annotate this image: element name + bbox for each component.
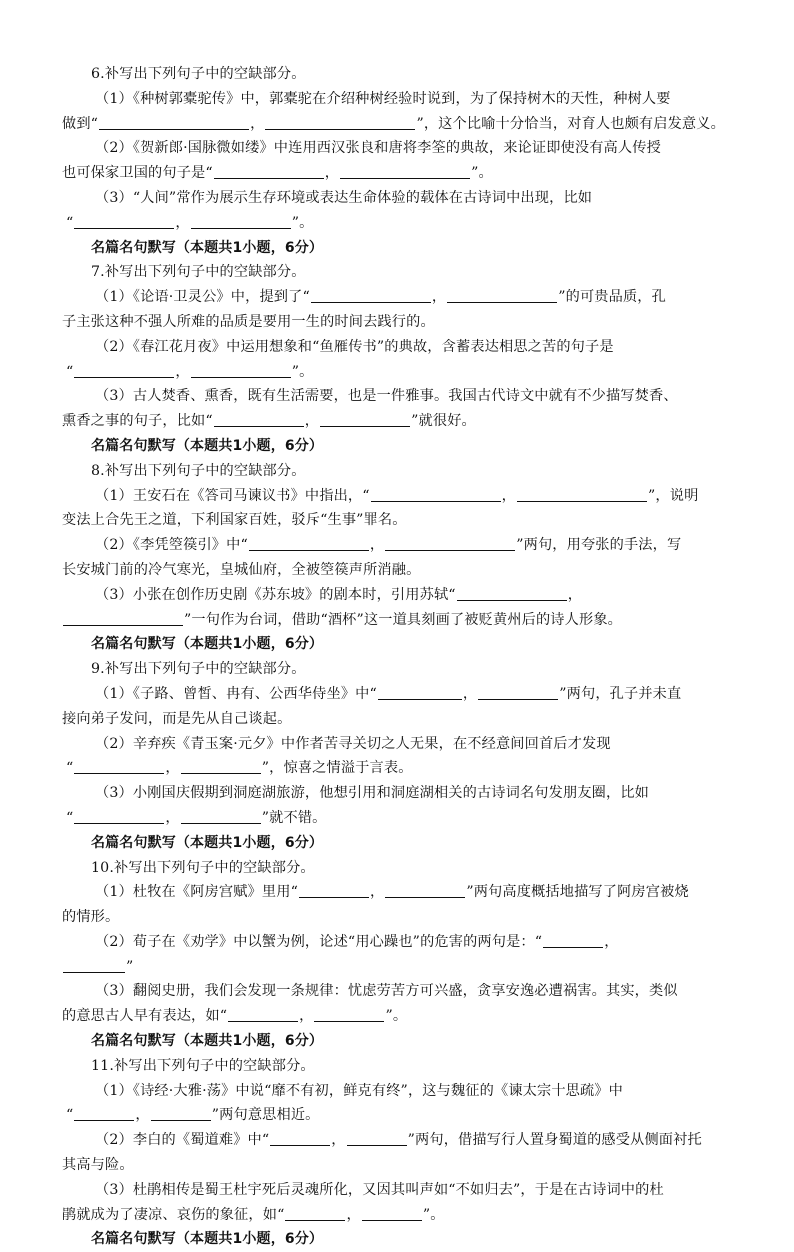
answer-blank[interactable] [249, 536, 369, 551]
section-heading: 名篇名句默写（本题共1小题，6分） [91, 1033, 324, 1050]
q11-item1-line2: “ ， ”两句意思相近。 [66, 1107, 320, 1124]
q6-item1-line1: （1）《种树郭橐驼传》中，郭橐驼在介绍种树经验时说到，为了保持树木的天性，种树人要 [95, 90, 671, 107]
q10-item2-line2: ” [62, 955, 736, 980]
q8-item2-line2: 长安城门前的冷气寒光，皇城仙府，全被箜篌声所消融。 [62, 561, 421, 578]
q7-item1-line1: （1）《论语·卫灵公》中，提到了“ ， ”的可贵品质，孔 [95, 289, 666, 306]
answer-blank[interactable] [378, 685, 462, 700]
answer-blank[interactable] [214, 412, 304, 427]
answer-blank[interactable] [265, 115, 415, 130]
q6-item3-line2: “ ， ”。 [66, 214, 314, 231]
answer-blank[interactable] [517, 487, 647, 502]
answer-blank[interactable] [181, 759, 261, 774]
q6-item2-line2: 也可保家卫国的句子是“ ， ”。 [62, 165, 493, 182]
q7-item3-line1: （3）古人焚香、熏香，既有生活需要，也是一件雅事。我国古代诗文中就有不少描写焚香、 [95, 388, 678, 405]
q9-item2-line1: （2）辛弃疾《青玉案·元夕》中作者苦寻关切之人无果，在不经意间回首后才发现 [95, 735, 611, 752]
q6-item2-line1: （2）《贺新郎·国脉微如缕》中连用西汉张良和唐将李筌的典故，来论证即使没有高人传授 [95, 140, 661, 157]
q11-item2-line1: （2）李白的《蜀道难》中“ ， ”两句，借描写行人置身蜀道的感受从侧面衬托 [95, 1132, 702, 1149]
answer-blank[interactable] [74, 759, 164, 774]
q9-item1-line1: （1）《子路、曾皙、冉有、公西华侍坐》中“ ， ”两句，孔子并未直 [95, 685, 682, 702]
q9-item2-line2: “ ， ”，惊喜之情溢于言表。 [66, 760, 413, 777]
q9-item3-line1: （3）小刚国庆假期到洞庭湖旅游，他想引用和洞庭湖相关的古诗词名句发朋友圈，比如 [95, 785, 650, 802]
section-heading: 名篇名句默写（本题共1小题，6分） [91, 1231, 324, 1248]
answer-blank[interactable] [362, 1206, 422, 1221]
answer-blank[interactable] [270, 1131, 330, 1146]
answer-blank[interactable] [74, 363, 174, 378]
q11-title: 11.补写出下列句子中的空缺部分。 [91, 1057, 315, 1074]
q10-item3-line1: （3）翻阅史册，我们会发现一条规律：忧虑劳苦方可兴盛，贪享安逸必遭祸害。其实，类似 [95, 983, 678, 1000]
answer-blank[interactable] [74, 809, 164, 824]
q6-item1-line2: 做到“ ， ”，这个比喻十分恰当，对育人也颇有启发意义。 [62, 115, 725, 132]
q8-item1-line1: （1）王安石在《答司马谏议书》中指出，“ ， ”，说明 [95, 487, 699, 504]
answer-blank[interactable] [447, 288, 557, 303]
q7-item2-line1: （2）《春江花月夜》中运用想象和“鱼雁传书”的典故，含蓄表达相思之苦的句子是 [95, 338, 614, 355]
answer-blank[interactable] [285, 1206, 345, 1221]
q8-item1-line2: 变法上合先王之道，下利国家百姓，驳斥“生事”罪名。 [62, 512, 407, 529]
q10-item1-line1: （1）杜牧在《阿房宫赋》里用“ ， ”两句高度概括地描写了阿房宫被烧 [95, 884, 689, 901]
section-heading: 名篇名句默写（本题共1小题，6分） [91, 239, 324, 256]
q11-item3-line1: （3）杜鹃相传是蜀王杜宇死后灵魂所化，又因其叫声如“不如归去”，于是在古诗词中的杜 [95, 1181, 664, 1198]
q8-item3-line1: （3）小张在创作历史剧《苏东坡》的剧本时，引用苏轼“ ， [95, 586, 583, 603]
q9-title: 9.补写出下列句子中的空缺部分。 [91, 661, 306, 678]
q6-item3-line1: （3）“人间”常作为展示生存环境或表达生命体验的载体在古诗词中出现，比如 [95, 189, 593, 206]
answer-blank[interactable] [311, 288, 431, 303]
section-heading: 名篇名句默写（本题共1小题，6分） [91, 834, 324, 851]
q9-item3-line2: “ ， ”就不错。 [66, 809, 327, 826]
q10-item1-line2: 的情形。 [62, 909, 120, 926]
answer-blank[interactable] [340, 164, 470, 179]
answer-blank[interactable] [74, 1106, 134, 1121]
answer-blank[interactable] [191, 214, 291, 229]
answer-blank[interactable] [478, 685, 558, 700]
answer-blank[interactable] [320, 412, 410, 427]
q10-item3-line2: 的意思古人早有表达，如“ ， ”。 [62, 1008, 408, 1025]
q11-item2-line2: 其高与险。 [62, 1157, 134, 1174]
answer-blank[interactable] [151, 1106, 211, 1121]
answer-blank[interactable] [63, 611, 183, 626]
answer-blank[interactable] [314, 1007, 384, 1022]
q7-item3-line2: 熏香之事的句子，比如“ ， ”就很好。 [62, 413, 476, 430]
q7-item2-line2: “ ， ”。 [66, 363, 314, 380]
answer-blank[interactable] [457, 586, 567, 601]
q8-title: 8.补写出下列句子中的空缺部分。 [91, 462, 306, 479]
section-heading: 名篇名句默写（本题共1小题，6分） [91, 437, 324, 454]
answer-blank[interactable] [371, 487, 501, 502]
q7-title: 7.补写出下列句子中的空缺部分。 [91, 264, 306, 281]
q8-item2-line1: （2）《李凭箜篌引》中“ ， ”两句，用夸张的手法，写 [95, 537, 682, 554]
answer-blank[interactable] [191, 363, 291, 378]
q10-item2-line1: （2）荀子在《劝学》中以蟹为例，论述“用心躁也”的危害的两句是：“ ， [95, 933, 619, 950]
answer-blank[interactable] [228, 1007, 298, 1022]
answer-blank[interactable] [99, 115, 249, 130]
q11-item3-line2: 鹃就成为了凄凉、哀伤的象征，如“ ， ”。 [62, 1206, 445, 1223]
q8-item3-line2: ”一句作为台词，借助“酒杯”这一道具刻画了被贬黄州后的诗人形象。 [62, 608, 736, 633]
answer-blank[interactable] [74, 214, 174, 229]
q11-item1-line1: （1）《诗经·大雅·荡》中说“靡不有初，鲜克有终”，这与魏征的《谏太宗十思疏》中 [95, 1082, 624, 1099]
answer-blank[interactable] [181, 809, 261, 824]
answer-blank[interactable] [385, 536, 515, 551]
answer-blank[interactable] [63, 958, 125, 973]
answer-blank[interactable] [543, 933, 603, 948]
q9-item1-line2: 接向弟子发问，而是先从自己谈起。 [62, 710, 292, 727]
q7-item1-line2: 子主张这种不强人所难的品质是要用一生的时间去践行的。 [62, 313, 435, 330]
answer-blank[interactable] [299, 883, 369, 898]
answer-blank[interactable] [214, 164, 324, 179]
q6-title: 6.补写出下列句子中的空缺部分。 [91, 66, 306, 82]
section-heading: 名篇名句默写（本题共1小题，6分） [91, 636, 324, 653]
q10-title: 10.补写出下列句子中的空缺部分。 [91, 859, 315, 876]
answer-blank[interactable] [385, 883, 465, 898]
answer-blank[interactable] [347, 1131, 407, 1146]
